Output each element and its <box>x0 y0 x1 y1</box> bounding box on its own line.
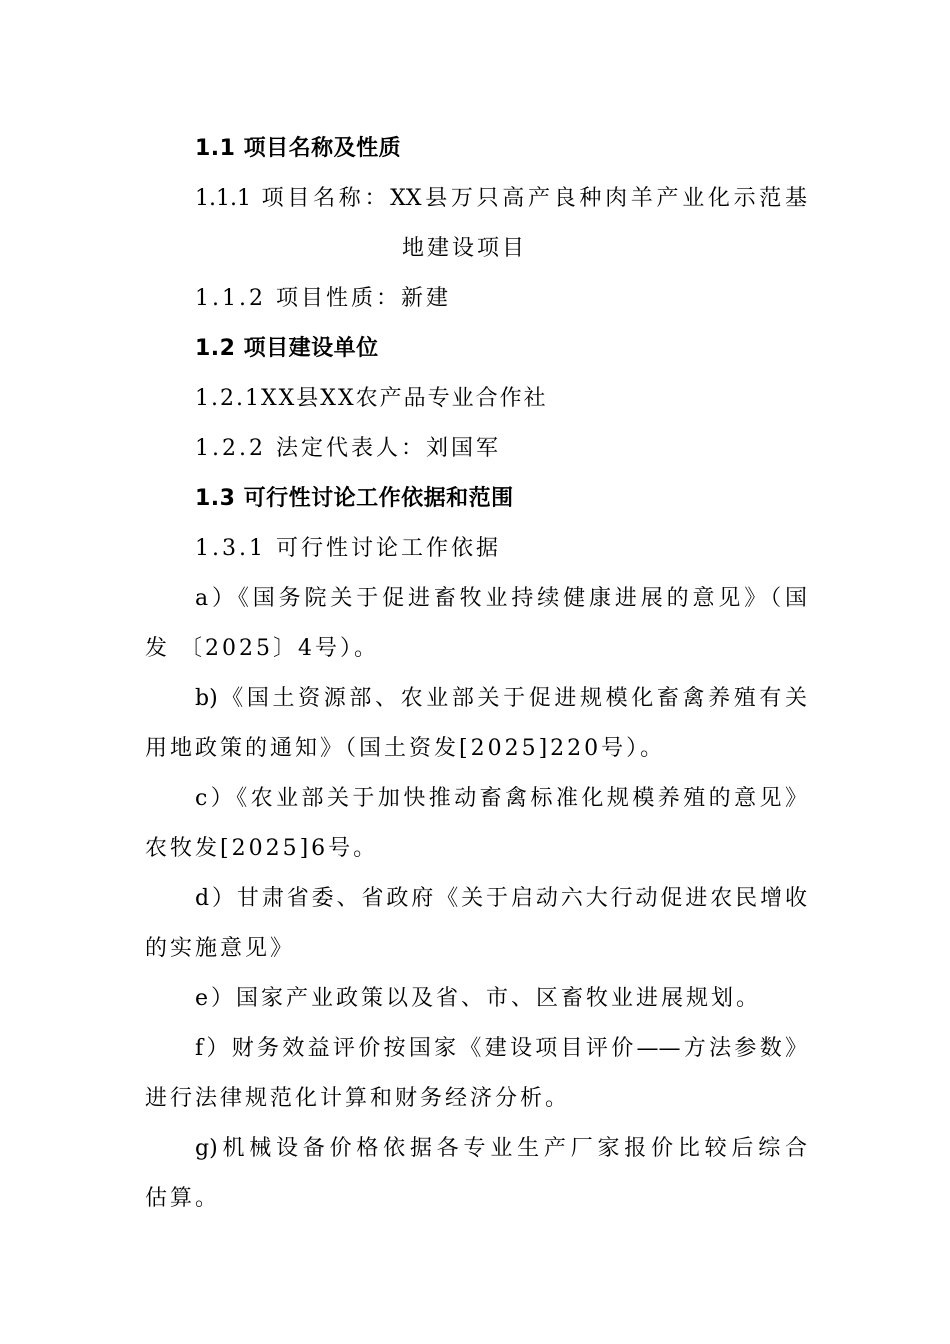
basis-a-line-2: 发 〔2025〕4号）。 <box>145 636 379 661</box>
basis-d-line-2: 的实施意见》 <box>145 936 296 961</box>
basis-f-line-1: f）财务效益评价按国家《建设项目评价——方法参数》 <box>195 1036 807 1061</box>
item-1-1-1-line-1: 1.1.1 项目名称：XX县万只高产良种肉羊产业化示范基 <box>195 186 807 211</box>
basis-b-line-1: b)《国土资源部、农业部关于促进规模化畜禽养殖有关 <box>195 686 807 711</box>
basis-d-line-1: d）甘肃省委、省政府《关于启动六大行动促进农民增收 <box>195 886 807 911</box>
basis-g-line-2: 估算。 <box>145 1186 221 1211</box>
basis-c-line-2: 农牧发[2025]6号。 <box>145 836 379 861</box>
basis-f-line-2: 进行法律规范化计算和财务经济分析。 <box>145 1086 571 1111</box>
item-1-1-2: 1.1.2 项目性质：新建 <box>195 286 451 311</box>
basis-c-line-1: c）《农业部关于加快推动畜禽标准化规模养殖的意见》 <box>195 786 807 811</box>
item-1-1-1-line-2: 地建设项目 <box>402 236 528 261</box>
item-1-2-2: 1.2.2 法定代表人：刘国军 <box>195 436 501 461</box>
section-heading-1-3: 1.3 可行性讨论工作依据和范围 <box>195 486 514 511</box>
basis-b-line-2: 用地政策的通知》（国土资发[2025]220号）。 <box>145 736 666 761</box>
basis-g-line-1: g)机械设备价格依据各专业生产厂家报价比较后综合 <box>195 1136 807 1161</box>
section-heading-1-2: 1.2 项目建设单位 <box>195 336 379 361</box>
section-heading-1-1: 1.1 项目名称及性质 <box>195 136 402 161</box>
item-1-2-1: 1.2.1XX县XX农产品专业合作社 <box>195 386 548 411</box>
basis-e-line-1: e）国家产业政策以及省、市、区畜牧业进展规划。 <box>195 986 762 1011</box>
item-1-3-1: 1.3.1 可行性讨论工作依据 <box>195 536 501 561</box>
basis-a-line-1: a）《国务院关于促进畜牧业持续健康进展的意见》（国 <box>195 586 807 611</box>
